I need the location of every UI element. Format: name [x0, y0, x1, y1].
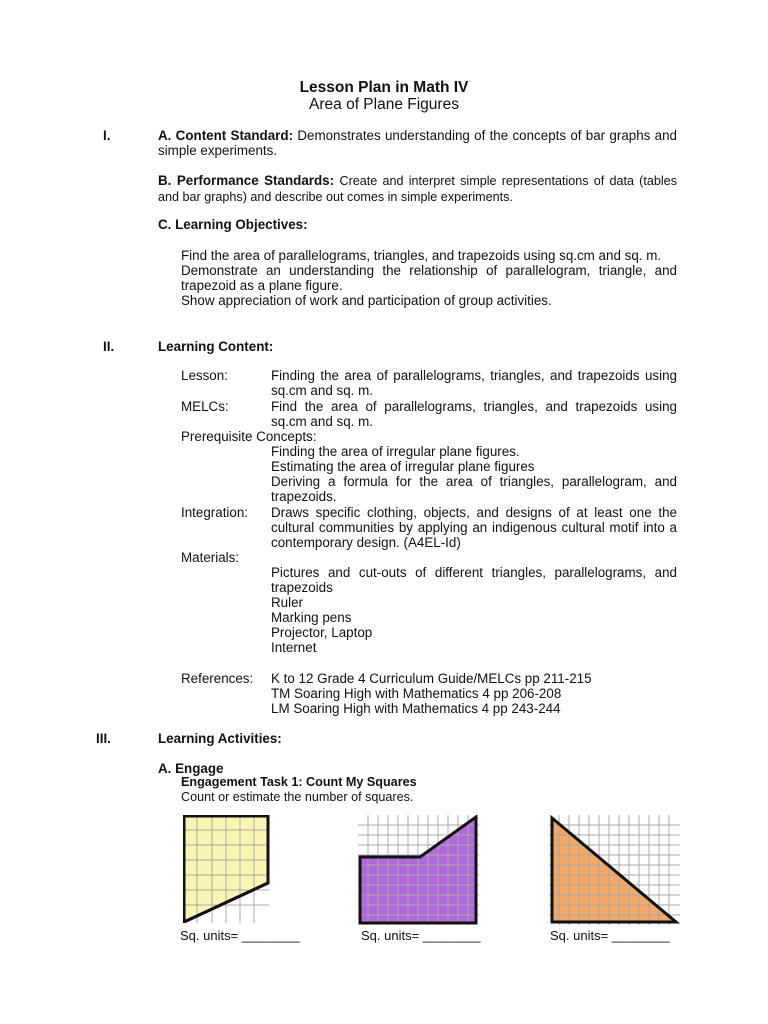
content-standard: [158, 128, 677, 158]
lesson-text: Finding the area of parallelograms, triangles, and trapezoids using sq.cm and sq. m.: [271, 368, 677, 398]
figure-yellow-trapezoid: [183, 815, 270, 923]
reference-item: TM Soaring High with Mathematics 4 pp 206-208: [271, 686, 562, 701]
objective-item: Show appreciation of work and participation of group activities.: [181, 293, 552, 308]
prerequisite-label: Prerequisite Concepts:: [181, 429, 317, 444]
integration-label: Integration:: [181, 505, 248, 520]
material-item: Ruler: [271, 595, 303, 610]
reference-item: LM Soaring High with Mathematics 4 pp 243-244: [271, 701, 561, 716]
prerequisite-item: Deriving a formula for the area of triangles, parallelogram, and trapezoids.: [271, 474, 677, 504]
references-list: [271, 671, 677, 716]
engagement-task-instruction: Count or estimate the number of squares.: [181, 790, 414, 804]
prerequisite-list: [271, 444, 677, 504]
objective-item: Demonstrate an understanding the relationship of parallelogram, triangle, and trapezoid as a plane figure.: [181, 263, 677, 293]
engage-label: A. Engage: [158, 761, 224, 776]
material-item: Pictures and cut-outs of different triangles, parallelograms, and trapezoids: [271, 565, 677, 595]
section-number-1: I.: [103, 128, 111, 143]
integration-text: Draws specific clothing, objects, and designs of at least one the cultural communities by applying an indigenous cultural motif into a contemporary design. (A4EL-Id): [271, 505, 677, 550]
figure-purple-shape: [358, 815, 479, 925]
lesson-label: Lesson:: [181, 368, 228, 383]
answer-blank-1: Sq. units= ________: [180, 928, 300, 943]
answer-blank-2: Sq. units= ________: [361, 928, 481, 943]
learning-objectives-label: C. Learning Objectives:: [158, 217, 308, 232]
performance-standards-text: Create and interpret simple representations of data (tables and bar graphs) and describe out comes in simple experiments.: [158, 174, 677, 204]
prerequisite-item: Estimating the area of irregular plane figures: [271, 459, 535, 474]
materials-label: Materials:: [181, 550, 240, 565]
content-standard-label: A. Content Standard:: [158, 128, 294, 143]
content-standard-text: Demonstrates understanding of the concepts of bar graphs and simple experiments.: [158, 128, 677, 158]
performance-standards: [158, 173, 677, 205]
performance-standards-label: B. Performance Standards:: [158, 173, 335, 188]
prerequisite-item: Finding the area of irregular plane figures.: [271, 444, 520, 459]
section-number-2: II.: [103, 339, 115, 354]
material-item: Internet: [271, 640, 317, 655]
objective-item: Find the area of parallelograms, triangles, and trapezoids using sq.cm and sq. m.: [181, 248, 662, 263]
material-item: Projector, Laptop: [271, 625, 373, 640]
melcs-label: MELCs:: [181, 399, 229, 414]
learning-content-label: Learning Content:: [158, 339, 274, 354]
references-label: References:: [181, 671, 254, 686]
learning-activities-label: Learning Activities:: [158, 731, 282, 746]
page-subtitle: Area of Plane Figures: [309, 96, 459, 113]
engagement-task-title: Engagement Task 1: Count My Squares: [181, 775, 417, 789]
answer-blank-3: Sq. units= ________: [550, 928, 670, 943]
melcs-text: Find the area of parallelograms, triangles, and trapezoids using sq.cm and sq. m.: [271, 399, 677, 429]
reference-item: K to 12 Grade 4 Curriculum Guide/MELCs pp 211-215: [271, 671, 592, 686]
page-title: Lesson Plan in Math IV: [299, 79, 469, 96]
materials-list: [271, 565, 677, 655]
material-item: Marking pens: [271, 610, 352, 625]
figure-orange-triangle: [549, 815, 680, 925]
section-number-3: III.: [96, 731, 111, 746]
objectives-list: [181, 248, 677, 308]
